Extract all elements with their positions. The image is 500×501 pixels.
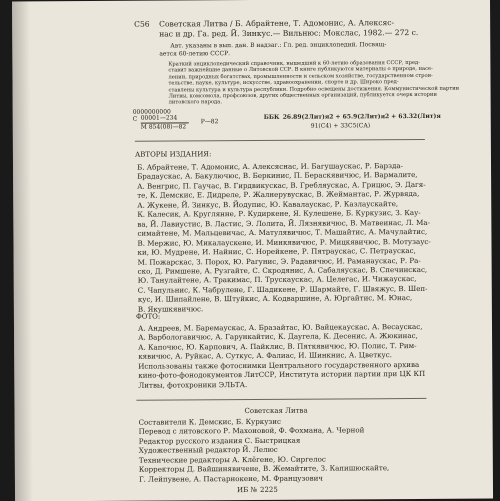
header-code: С56 [134,19,150,29]
imprint-translation: Перевод с литовского Р. Махоновой, Ф. Фохмана, А. Черной [138,425,365,437]
classification-numerator: 00001—234 [140,114,178,122]
annotation-line: ставлены культура и культура республики. Подробно освещены достижения. Коммунистической партии [168,85,460,94]
classification-denominator: М 854(08)—82 [140,123,187,131]
photo-line: Использованы также фотоснимки Центрального государственного архива [138,359,420,371]
authors-line: В. Якушкявичюс. [137,304,204,314]
authors-line: те, К. Демскис, Е. Дидреле, Р. Жалнерувускас, В. Жеймантас, Р. Журвяда, [137,189,420,201]
ib-label: ИБ № [236,485,258,495]
authors-line: симайтене, М. Мальцевичас, А. Матулявичюс, Т. Машайтис, А. Мачулайтис, [137,227,428,238]
imprint-proofreaders-1: Корректоры Д. Вайшинявичене, В. Жемайтите, З. Капишюскайте, [138,463,390,474]
bbk-value: 26.89(2Лит)я2 + 65.9(2Лит)я2 + 63.32(Лит)я [282,112,441,121]
authors-line: ско, Д. Римшене, А. Рузгайте, С. Скродянис, А. Сабаляускас, В. Спечинскас, [137,264,428,276]
annotation-line: Краткий энциклопедический справочник, вышедший к 60-летию образования СССР, пред- [168,59,420,68]
imprint-credits [139,416,390,484]
classification-code-top: 0000000000 [132,108,171,116]
photo-line: Литвы, фотохроники ЭЛЬТА. [138,379,248,390]
authors-line: В. Мержис, Ю. Микалаускене, И. Минкявичюс, Р. Мицкявичюс, В. Мотузаус- [137,236,431,248]
header-line-2: нас и др. Га. ред. Й. Зинкус.— Вильнюс: Мокслас, 1982.— 272 с. [159,27,419,39]
photo-line: А. Варбологавичюс, А. Гарункайтис, К. Даугела, К. Десенис, А. Жюкинас, [138,331,418,343]
ib-value: 2225 [259,485,278,494]
photo-line: кявичюс, А. Руйкас, А. Суткус, А. Фалиас, И. Шинкнис, А. Цветкус. [138,350,392,362]
udc-value: 91(С4) + 33С5(СА) [310,122,371,130]
authors-line: А. Венгрис, П. Гаучас, В. Гирдвикускас, В. Гребляускас, А. Грицюс, Э. Дагя- [137,179,426,191]
photo-line: кино-фото-фонодокументов ЛитССР, Института истории партии при ЦК КП [138,369,426,380]
book-page [12,0,493,501]
imprint-ru-editor: Редактор русского издания С. Быстрицкая [138,435,301,446]
photo-line: А. Андреев, М. Баремаускас, А. Бразайтас, Ю. Вайцекаускас, А. Весаускас, [137,321,423,333]
imprint-title: Советская Литва [244,406,308,416]
authors-line: А. Жукене, Й. Зинкус, В. Йодупис, Ю. Кавалаускас, Р. Казлаускайте, [137,198,399,210]
authors-list [137,161,431,314]
header-line-4: ается 60-летию СССР. [159,50,231,58]
annotation-line: Литвы, комсомола, профсоюзов, других общественных организаций, публикуется очерк истории [168,91,437,100]
divider-bottom [136,398,426,401]
authors-line: ва, Й. Лавиустис, В. Ластис, Э. Лолита, Й. Лязнявичюс, В. Матвеинас, Л. Ма- [137,217,431,229]
imprint-tech-editors: Технические редакторы А. Клёгене, Ю. Сиргелос [138,454,326,465]
imprint-proofreaders-2: Г. Лейпувене, А. Пастарнокене, М. Французович [138,473,324,484]
header-line-1: Советская Литва / Б. Абрайтене, Т. Адомонис, А. Алексяс- [159,18,395,29]
page-gutter-shadow [12,1,33,501]
authors-heading: АВТОРЫ ИЗДАНИЯ: [134,150,212,159]
authors-line: М. Пожарскас, З. Порох, Ю. Рагунис, Э. Радавичюс, И. Раманаускас, Р. Ра- [137,255,421,267]
photo-line: А. Капочюс, Ю. Карпович, А. Пайклис, В. Пяткявичюс, Ю. Полис, Т. Рим- [138,340,417,352]
authors-line: К. Калесик, А. Круглянне, Р. Кудиркене, Я. Кулешене, Б. Куркузис, З. Кау- [137,208,421,219]
header-line-3: Авт. указаны в вып. дан. В надзаг.: Гл. ред. энциклопедий. Посвящ- [170,41,387,50]
annotation-block [168,60,459,107]
annotation-line: литовского народа. [168,99,223,106]
authors-line: Брадаускас, А. Бакулючюс, В. Беркинис, П. Бераскявичюс, И. Вармалите, [137,170,418,182]
annotation-line: тельстве, науке, культуре, искусстве, здравоохранении, спорте и др. Широко пред- [168,79,399,87]
annotation-line: ставит важнейшие данные о Литовской ССР. В книге публикуются материалы о природе, насе- [168,66,433,74]
classification-prefix: С [132,115,138,123]
photo-heading: ФОТО: [135,312,161,321]
imprint-art-editor: Художественный редактор Й. Лелюс [138,445,278,456]
bbk-label: ББК [263,113,280,121]
authors-line: ки, Ю. Мудрене, И. Найнис, С. Норейкене, Р. Пятраускас, С. Петраускас, [137,246,416,257]
divider-top [135,139,425,142]
photo-list [138,322,425,390]
classification-mid: Р—82 [200,118,219,126]
authors-line: Б. Абрайтене, Т. Адомонис, А. Алексяснас, И. Багушаускас, Р. Барзда- [136,161,403,172]
authors-line: кус, И. Шипайлене, В. Штуйкис, А. Кодваршине, А. Юргайтис, М. Юнас, [137,293,413,305]
authors-line: С. Чапульнис, К. Чабрулене, Г. Шадикене, Р. Шармайте, Г. Швяжус, В. Шеп- [137,283,428,295]
authors-line: Ю. Танулайтене, А. Тракимас, П. Трускаускас, А. Целегас, И. Чижаускас, [137,274,417,286]
annotation-line: лении, природных богатствах, промышленности и сельском хозяйстве, государственном строи- [168,72,433,81]
imprint-compilers: Составители К. Демскис, Б. Куркузис [138,416,281,427]
